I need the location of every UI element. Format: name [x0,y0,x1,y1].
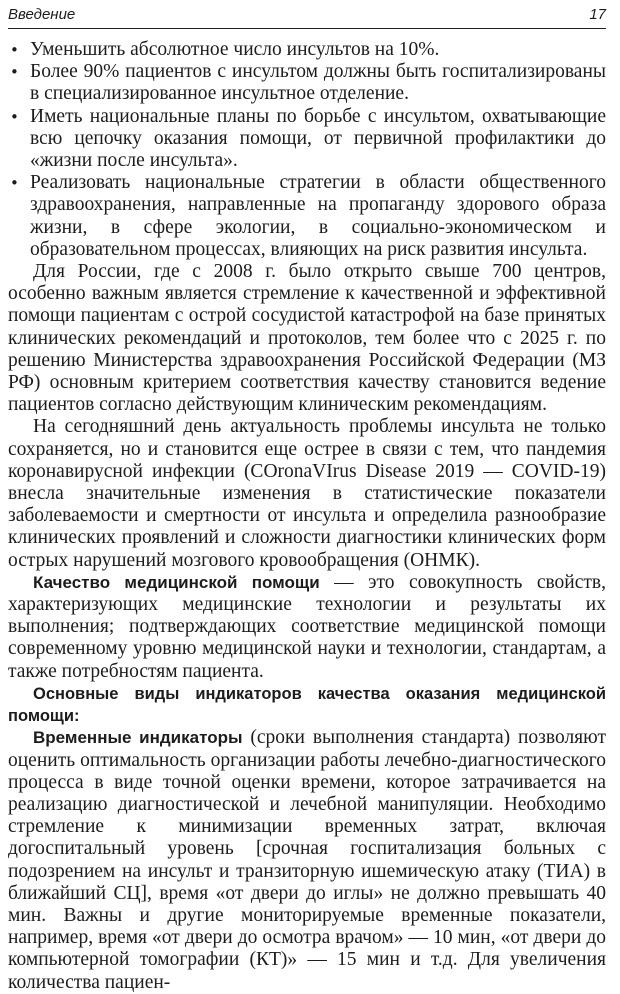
paragraph-time-indicators [8,727,606,993]
chapter-title: Введение [8,6,76,23]
list-item [8,172,606,261]
bullet-icon: • [10,107,19,126]
list-item-text: Иметь национальные планы по борьбе с инсультом, охватывающие всю цепочку оказания помощи, от первичной профилактики до «жизни после инсульта». [30,105,606,172]
list-item-text: Уменьшить абсолютное число инсультов на 10%. [30,39,440,60]
term-time-indicators: Временные индикаторы [33,728,243,748]
list-item [8,61,606,105]
page-number: 17 [589,6,606,23]
quality-definition: — это совокупность свойств, характеризующих медицинские технологии и результаты их выполнения; подтверждающих соответствие медицинской помощи современному уровню медицинской науки и технологии, стандартам, а также потребностям пациента. [8,571,606,682]
indicators-heading: Основные виды индикаторов качества оказания медицинской помощи: [8,684,606,726]
bullet-icon: • [10,63,19,82]
time-indicators-text: (сроки выполнения стандарта) позволяют оценить оптимальность организации работы лечебно-диагностического процесса в виде точной оценки времени, которое затрачивается на реализацию диагностической и лечебной манипуляции. Необходимо стремление к минимизации временных затрат, включая догоспитальный уровень [срочная госпитализация больных с подозрением на инсульт и транзиторную ишемическую атаку (ТИА) в ближайший СЦ], время «от двери до иглы» не должно превышать 40 мин. Важны и другие мониторируемые временные показатели, например, время «от двери до осмотра врачом» — 10 мин, «от двери до компьютерной томографии (КТ)» — 15 мин и т.д. Для увеличения количества пациен- [8,727,606,993]
paragraph-covid: На сегодняшний день актуальность проблемы инсульта не только сохраняется, но и становится еще острее в связи с тем, что пандемия коронавирусной инфекции (COronaVIrus Disease 2019 — COVID-19) внесла значительные изменения в статистические показатели заболеваемости и смертности от инсульта и определила разнообразие клинических проявлений и сложности диагностики клинических форм острых нарушений мозгового кровообращения (ОНМК). [8,416,606,571]
bullet-icon: • [10,41,19,59]
list-item [8,39,606,61]
list-item [8,106,606,173]
running-header [8,4,606,29]
page-body [8,39,606,994]
list-item-text: Реализовать национальные стратегии в области общественного здравоохранения, направленные на пропаганду здорового образа жизни, в сфере экологии, в социально-экономическом и образовательном процессах, влияющих на риск развития инсульта. [30,172,606,260]
paragraph-russia: Для России, где с 2008 г. было открыто свыше 700 центров, особенно важным является стремление к качественной и эффективной помощи пациентам с острой сосудистой катастрофой на базе принятых клинических рекомендаций и протоколов, тем более что с 2025 г. по решению Министерства здравоохранения Российской Федерации (МЗ РФ) основным критерием соответствия качеству становится ведение пациентов согласно действующим клиническим рекомендациям. [8,261,606,416]
goals-list [8,39,606,261]
bullet-icon: • [10,174,19,193]
term-quality: Качество медицинской помощи [33,572,320,592]
paragraph-quality [8,572,606,683]
list-item-text: Более 90% пациентов с инсультом должны быть госпитализированы в специализированное инсультное отделение. [30,61,606,105]
